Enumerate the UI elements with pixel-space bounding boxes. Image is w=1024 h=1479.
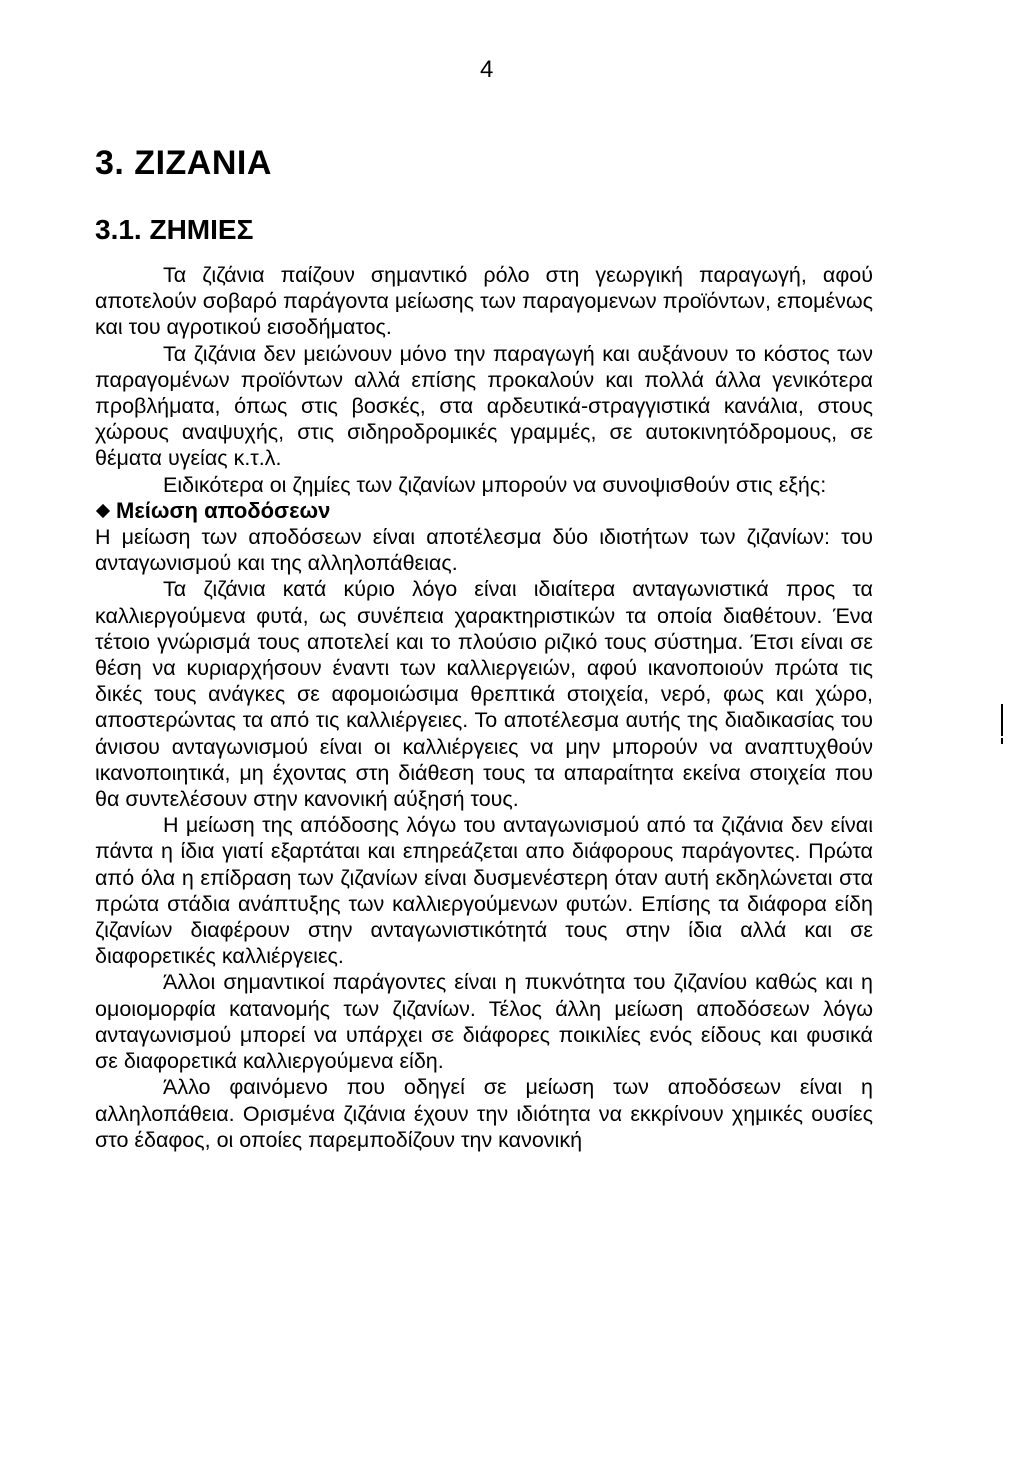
- margin-mark: [1001, 704, 1003, 736]
- bullet-heading-label: Μείωση αποδόσεων: [116, 497, 331, 523]
- chapter-title: 3. ΖΙΖΑΝΙΑ: [95, 144, 272, 182]
- paragraph-intro: Τα ζιζάνια παίζουν σημαντικό ρόλο στη γεωργική παραγωγή, αφού αποτελούν σοβαρό παράγοντα μείωσης των παραγομενων προϊόντων, επομένως και του αγροτικού εισοδήματος.: [95, 263, 873, 340]
- paragraph-problems: Τα ζιζάνια δεν μειώνουν μόνο την παραγωγή και αυξάνουν το κόστος των παραγομένων προϊόντων αλλά επίσης προκαλούν και πολλά άλλα γενικότερα προβλήματα, όπως στις βοσκές, στα αρδευτικά-στραγγιστικά κανάλια, στους χώρους αναψυχής, στις σιδηροδρομικές γραμμές, σε αυτοκινητόδρομους, σε θέματα υγείας κ.τ.λ.: [95, 341, 873, 471]
- bullet-heading: [95, 498, 873, 524]
- section-title: 3.1. ΖΗΜΙΕΣ: [95, 214, 254, 245]
- paragraph-allelopathy: Άλλο φαινόμενο που οδηγεί σε μείωση των αποδόσεων είναι η αλληλοπάθεια. Ορισμένα ζιζάνια έχουν την ιδιότητα να εκκρίνουν χημικές ουσίες στο έδαφος, οι οποίες παρεμποδίζουν την κανονική: [95, 1075, 873, 1152]
- paragraph-other-factors: Άλλοι σημαντικοί παράγοντες είναι η πυκνότητα του ζιζανίου καθώς και η ομοιομορφία κατανομής των ζιζανίων. Τέλος άλλη μείωση αποδόσεων λόγω ανταγωνισμού μπορεί να υπάρχει σε διάφορες ποικιλίες ενός είδους και φυσικά σε διαφορετικά καλλιεργούμενα είδη.: [95, 970, 873, 1074]
- paragraph-summary: Ειδικότερα οι ζημίες των ζιζανίων μπορούν να συνοψισθούν στις εξής:: [163, 472, 827, 497]
- diamond-bullet-icon: [96, 504, 110, 518]
- page-number: 4: [480, 56, 494, 83]
- paragraph-competition: Τα ζιζάνια κατά κύριο λόγο είναι ιδιαίτερα ανταγωνιστικά προς τα καλλιεργούμενα φυτά, ως συνέπεια χαρακτηριστικών τα οποία διαθέτουν. Ένα τέτοιο γνώρισμά τους αποτελεί και το πλούσιο ριζικό τους σύστημα. Έτσι είναι σε θέση να κυριαρχήσουν έναντι των καλλιεργειών, αφού ικανοποιούν πρώτα τις δικές τους ανάγκες σε αφομοιώσιμα θρεπτικά στοιχεία, νερό, φως και χώρο, αποστερώντας τα από τις καλλιέργειες. Το αποτέλεσμα αυτής της διαδικασίας του άνισου ανταγωνισμού είναι οι καλλιέργειες να μην μπορούν να αναπτυχθούν ικανοποιητικά, μη έχοντας στη διάθεση τους τα απαραίτητα εκείνα στοιχεία που θα συντελέσουν στην κανονική αύξησή τους.: [95, 577, 873, 812]
- margin-mark: [1001, 738, 1003, 744]
- paragraph-yield-factors: Η μείωση της απόδοσης λόγω του ανταγωνισμού από τα ζιζάνια δεν είναι πάντα η ίδια γιατί εξαρτάται και επηρεάζεται απο διάφορους παράγοντες. Πρώτα από όλα η επίδραση των ζιζανίων είναι δυσμενέστερη όταν αυτή εκδηλώνεται στα πρώτα στάδια ανάπτυξης των καλλιεργούμενων φυτών. Επίσης τα διάφορα είδη ζιζανίων διαφέρουν στην ανταγωνιστικότητά τους στην ίδια αλλά και σε διαφορετικές καλλιέργειες.: [95, 813, 873, 969]
- body-text: [95, 262, 873, 1153]
- paragraph-yield-reduction: Η μείωση των αποδόσεων είναι αποτέλεσμα δύο ιδιοτήτων των ζιζανίων: του ανταγωνισμού και της αλληλοπάθειας.: [95, 525, 873, 576]
